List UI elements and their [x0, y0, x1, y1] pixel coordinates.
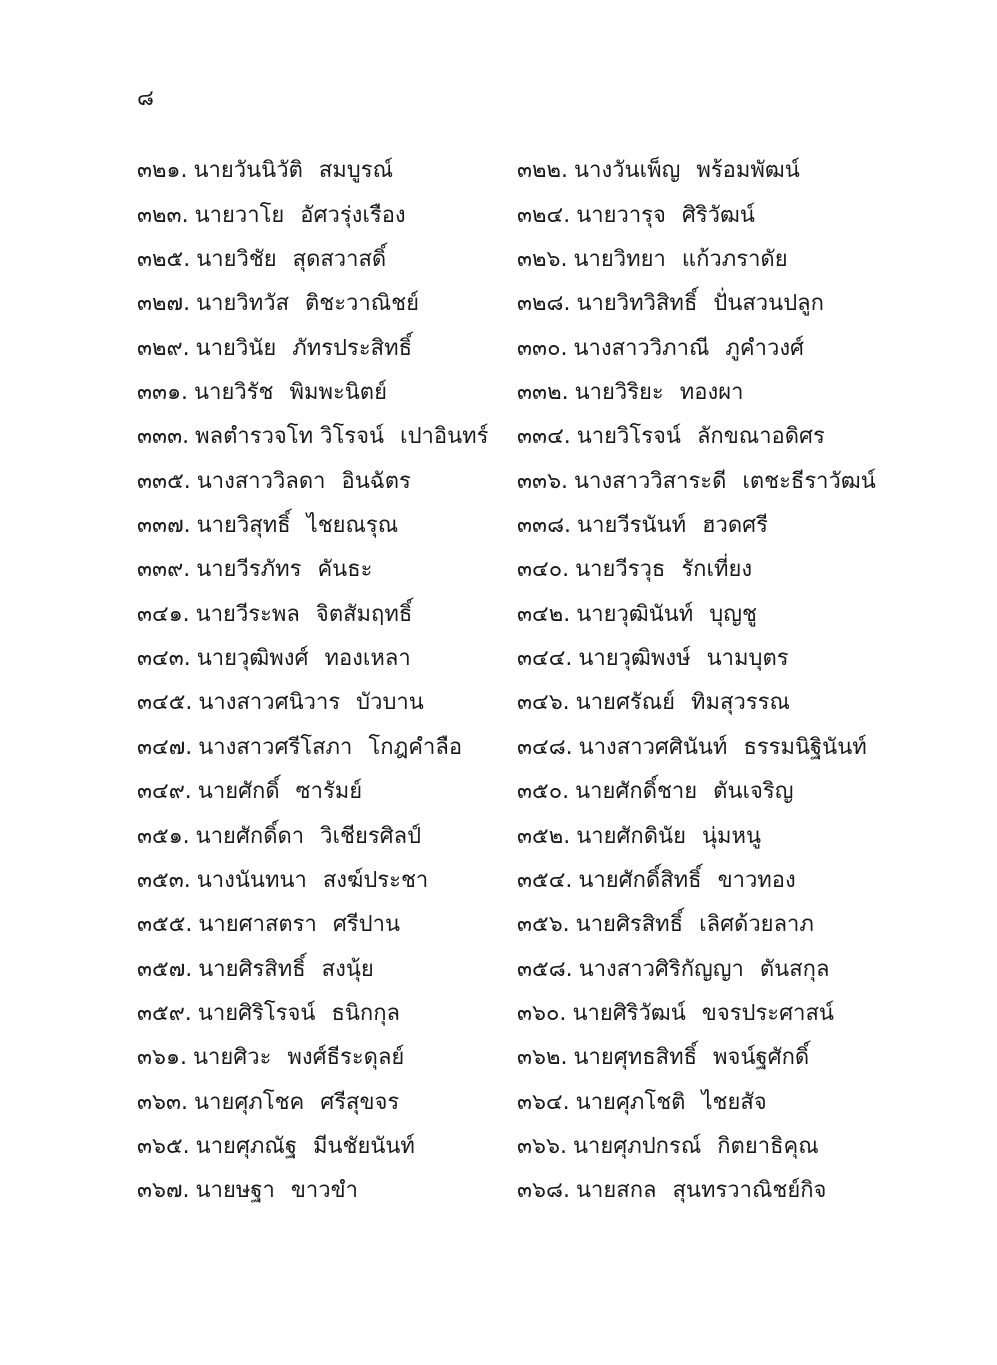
surname: พงศ์ธีระดุลย์ — [287, 1045, 405, 1071]
given-name: นายวิชัย — [196, 246, 277, 272]
page-number: ๘ — [137, 86, 154, 111]
item-number: ๓๖๗. — [137, 1178, 190, 1204]
given-name: นายศุภโชติ — [575, 1089, 686, 1115]
surname: เตชะธีราวัฒน์ — [742, 468, 876, 494]
list-item — [137, 1043, 517, 1073]
surname: สุนทรวาณิชย์กิจ — [672, 1178, 827, 1204]
item-number: ๓๓๕. — [137, 468, 191, 494]
given-name: นายษฐา — [195, 1178, 275, 1204]
surname: สมบูรณ์ — [318, 158, 393, 184]
item-number: ๓๓๖. — [517, 468, 569, 494]
list-item — [137, 201, 517, 231]
item-number: ๓๒๔. — [517, 202, 571, 228]
item-number: ๓๖๓. — [137, 1089, 189, 1115]
given-name: นายศักดิ์ — [197, 779, 280, 805]
given-name: นายวิโรจน์ — [576, 424, 681, 450]
given-name: นายสกล — [575, 1178, 657, 1204]
surname: กิตยาธิคุณ — [717, 1134, 819, 1160]
item-number: ๓๓๐. — [517, 335, 568, 361]
item-number: ๓๕๐. — [517, 779, 570, 805]
list-item — [137, 289, 517, 319]
item-number: ๓๔๐. — [517, 557, 570, 583]
list-item — [517, 555, 877, 585]
given-name: นางสาวศนิวาร — [198, 690, 341, 716]
name-row — [137, 814, 877, 858]
given-name: นายศักดิ์ดา — [195, 823, 305, 849]
given-name: นายวุฒิพงษ์ — [578, 646, 691, 672]
item-number: ๓๖๒. — [517, 1045, 568, 1071]
surname: ทิมสุวรรณ — [691, 690, 790, 716]
surname: ทองเหลา — [324, 646, 411, 672]
list-item — [137, 777, 517, 807]
given-name: นายวารุจ — [576, 202, 666, 228]
surname: ไชยณรุณ — [306, 513, 399, 539]
given-name: นายศิริวัฒน์ — [572, 1001, 686, 1026]
surname: บัวบาน — [356, 690, 424, 716]
given-name: นายวิทวัส — [196, 291, 289, 317]
name-row — [137, 504, 877, 548]
surname: ซารัมย์ — [295, 779, 363, 805]
given-name: นายศิริโรจน์ — [197, 1001, 316, 1026]
item-number: ๓๓๗. — [137, 513, 191, 539]
item-number: ๓๒๙. — [137, 335, 190, 361]
name-row — [137, 1081, 877, 1125]
surname: พร้อมพัฒน์ — [696, 158, 800, 184]
given-name: นายศุภโชค — [194, 1089, 305, 1115]
item-number: ๓๓๙. — [137, 557, 191, 583]
name-list — [137, 149, 877, 1214]
surname: พจน์ฐศักดิ์ — [713, 1045, 810, 1071]
name-row — [137, 947, 877, 991]
item-number: ๓๒๓. — [137, 202, 189, 228]
item-number: ๓๖๔. — [517, 1089, 570, 1115]
list-item — [517, 334, 877, 364]
given-name: นายศิวะ — [192, 1045, 272, 1071]
list-item — [517, 910, 877, 940]
given-name: นายวิทวิสิทธิ์ — [576, 291, 698, 317]
list-item — [517, 955, 877, 985]
item-number: ๓๖๘. — [517, 1178, 570, 1204]
item-number: ๓๕๙. — [137, 1001, 192, 1026]
name-row — [137, 548, 877, 592]
item-number: ๓๔๓. — [137, 646, 191, 672]
surname: มีนชัยนันท์ — [312, 1134, 415, 1160]
surname: ลักขณาอดิศร — [696, 424, 825, 450]
list-item — [517, 1132, 877, 1162]
given-name: นายศิรสิทธิ์ — [198, 956, 306, 982]
surname: อินฉัตร — [341, 468, 411, 494]
item-number: ๓๕๔. — [517, 867, 573, 893]
list-item — [137, 422, 517, 452]
surname: ขาวขำ — [290, 1178, 358, 1204]
name-row — [137, 726, 877, 770]
given-name: พลตำรวจโท วิโรจน์ — [195, 424, 385, 450]
surname: ธรรมนิฐินันท์ — [743, 734, 867, 760]
item-number: ๓๔๑. — [137, 601, 190, 627]
name-row — [137, 1125, 877, 1169]
list-item — [517, 511, 877, 541]
list-item — [517, 201, 877, 231]
given-name: นางวันเพ็ญ — [574, 158, 681, 184]
item-number: ๓๔๖. — [517, 690, 570, 716]
name-row — [137, 637, 877, 681]
item-number: ๓๔๔. — [517, 646, 573, 672]
name-row — [137, 992, 877, 1036]
list-item — [137, 378, 517, 408]
surname: ไชยสัจ — [701, 1089, 767, 1115]
surname: นุ่มหนู — [701, 823, 762, 849]
given-name: นายศุภปกรณ์ — [572, 1134, 702, 1160]
surname: ศิริวัฒน์ — [681, 202, 755, 228]
name-row — [137, 415, 877, 459]
item-number: ๓๒๖. — [517, 246, 568, 272]
list-item — [517, 156, 877, 186]
list-item — [517, 644, 877, 674]
surname: สุดสวาสดิ์ — [292, 246, 387, 272]
given-name: นางสาววิลดา — [196, 468, 326, 494]
given-name: นายวิสุทธิ์ — [196, 513, 291, 539]
surname: รักเที่ยง — [681, 557, 753, 583]
surname: ปั่นสวนปลูก — [713, 291, 824, 317]
item-number: ๓๔๘. — [517, 734, 573, 760]
list-item — [137, 511, 517, 541]
name-row — [137, 193, 877, 237]
given-name: นายวิรัช — [194, 379, 274, 405]
given-name: นายศักดิ์ชาย — [575, 779, 698, 805]
given-name: นายวาโย — [194, 202, 285, 228]
list-item — [137, 467, 517, 497]
item-number: ๓๖๖. — [517, 1134, 567, 1160]
given-name: นางสาวศิริกัญญา — [578, 956, 744, 982]
surname: สงฆ์ประชา — [322, 867, 429, 893]
name-row — [137, 859, 877, 903]
given-name: นายวีรนันท์ — [577, 513, 687, 539]
given-name: นายศาสตรา — [198, 912, 317, 938]
given-name: นายวีรวุธ — [575, 557, 666, 583]
surname: ตันสกุล — [759, 956, 830, 982]
item-number: ๓๒๕. — [137, 246, 191, 272]
list-item — [137, 600, 517, 630]
name-row — [137, 238, 877, 282]
surname: ศรีสุขจร — [320, 1089, 400, 1115]
list-item — [517, 1176, 877, 1206]
surname: สงนุ้ย — [321, 956, 374, 982]
list-item — [137, 866, 517, 896]
list-item — [137, 1088, 517, 1118]
name-row — [137, 593, 877, 637]
list-item — [517, 422, 877, 452]
item-number: ๓๕๒. — [517, 823, 571, 849]
item-number: ๓๖๕. — [137, 1134, 190, 1160]
surname: ทองผา — [679, 379, 744, 405]
surname: พิมพะนิตย์ — [289, 379, 387, 405]
item-number: ๓๔๕. — [137, 690, 193, 716]
list-item — [517, 822, 877, 852]
given-name: นายศุภณัฐ — [195, 1134, 297, 1160]
list-item — [137, 156, 517, 186]
item-number: ๓๒๑. — [137, 158, 188, 184]
given-name: นายวันนิวัติ — [193, 158, 303, 184]
item-number: ๓๕๘. — [517, 956, 573, 982]
name-row — [137, 460, 877, 504]
item-number: ๓๕๗. — [137, 956, 193, 982]
surname: ฮวดศรี — [702, 513, 768, 539]
item-number: ๓๓๘. — [517, 513, 572, 539]
name-row — [137, 1036, 877, 1080]
given-name: นายวิทยา — [573, 246, 666, 272]
list-item — [137, 334, 517, 364]
surname: ขจรประศาสน์ — [701, 1001, 834, 1026]
given-name: นายวุฒิพงศ์ — [196, 646, 309, 672]
surname: ศรีปาน — [332, 912, 400, 938]
given-name: นางสาววิสาระดี — [574, 468, 727, 494]
surname: แก้วภราดัย — [681, 246, 788, 272]
list-item — [137, 910, 517, 940]
name-row — [137, 681, 877, 725]
given-name: นางนันทนา — [196, 867, 307, 893]
item-number: ๓๒๒. — [517, 158, 569, 184]
surname: บุญชู — [709, 601, 757, 627]
surname: ขาวทอง — [717, 867, 796, 893]
surname: ตันเจริญ — [713, 779, 794, 805]
name-row — [137, 371, 877, 415]
item-number: ๓๓๔. — [517, 424, 571, 450]
list-item — [137, 644, 517, 674]
surname: จิตสัมฤทธิ์ — [315, 601, 413, 627]
item-number: ๓๒๗. — [137, 291, 191, 317]
list-item — [517, 999, 877, 1029]
name-row — [137, 326, 877, 370]
surname: นามบุตร — [706, 646, 789, 672]
list-item — [137, 999, 517, 1029]
list-item — [517, 467, 877, 497]
item-number: ๓๒๘. — [517, 291, 571, 317]
list-item — [137, 733, 517, 763]
list-item — [517, 688, 877, 718]
given-name: นางสาวศรีโสภา — [198, 734, 353, 760]
surname: โกฎคำลือ — [368, 734, 463, 760]
given-name: นายวุฒินันท์ — [576, 601, 694, 627]
item-number: ๓๕๓. — [137, 867, 191, 893]
given-name: นายวิริยะ — [574, 379, 664, 405]
name-row — [137, 1169, 877, 1213]
list-item — [517, 600, 877, 630]
given-name: นายวีระพล — [195, 601, 300, 627]
given-name: นางสาววิภาณี — [573, 335, 710, 361]
item-number: ๓๔๒. — [517, 601, 571, 627]
given-name: นายศรัณย์ — [575, 690, 676, 716]
list-item — [517, 777, 877, 807]
name-row — [137, 149, 877, 193]
item-number: ๓๓๓. — [137, 424, 190, 450]
item-number: ๓๔๙. — [137, 779, 192, 805]
list-item — [517, 866, 877, 896]
name-row — [137, 770, 877, 814]
list-item — [137, 1132, 517, 1162]
item-number: ๓๕๕. — [137, 912, 193, 938]
given-name: นางสาวศศินันท์ — [578, 734, 728, 760]
item-number: ๓๓๑. — [137, 379, 189, 405]
given-name: นายศักดินัย — [576, 823, 686, 849]
given-name: นายวีรภัทร — [196, 557, 302, 583]
item-number: ๓๓๒. — [517, 379, 569, 405]
list-item — [137, 688, 517, 718]
surname: เลิศด้วยลาภ — [699, 912, 814, 938]
list-item — [137, 822, 517, 852]
list-item — [137, 555, 517, 585]
name-row — [137, 903, 877, 947]
list-item — [137, 245, 517, 275]
list-item — [137, 955, 517, 985]
surname: ภัทรประสิทธิ์ — [292, 335, 413, 361]
surname: ภูคำวงศ์ — [725, 335, 805, 361]
name-row — [137, 282, 877, 326]
given-name: นายศุทธสิทธิ์ — [573, 1045, 698, 1071]
item-number: ๓๔๗. — [137, 734, 193, 760]
list-item — [517, 378, 877, 408]
surname: คันธะ — [317, 557, 373, 583]
surname: อัศวรุ่งเรือง — [300, 202, 406, 228]
item-number: ๓๕๑. — [137, 823, 190, 849]
surname: ติชะวาณิชย์ — [305, 291, 419, 317]
list-item — [517, 733, 877, 763]
item-number: ๓๖๐. — [517, 1001, 567, 1026]
item-number: ๓๕๖. — [517, 912, 570, 938]
list-item — [137, 1176, 517, 1206]
surname: วิเชียรศิลป์ — [320, 823, 422, 849]
list-item — [517, 1088, 877, 1118]
given-name: นายวินัย — [195, 335, 277, 361]
given-name: นายศิรสิทธิ์ — [575, 912, 684, 938]
list-item — [517, 289, 877, 319]
item-number: ๓๖๑. — [137, 1045, 187, 1071]
given-name: นายศักดิ์สิทธิ์ — [578, 867, 702, 893]
list-item — [517, 1043, 877, 1073]
list-item — [517, 245, 877, 275]
surname: ธนิกกุล — [331, 1001, 401, 1026]
surname: เปาอินทร์ — [400, 424, 489, 450]
